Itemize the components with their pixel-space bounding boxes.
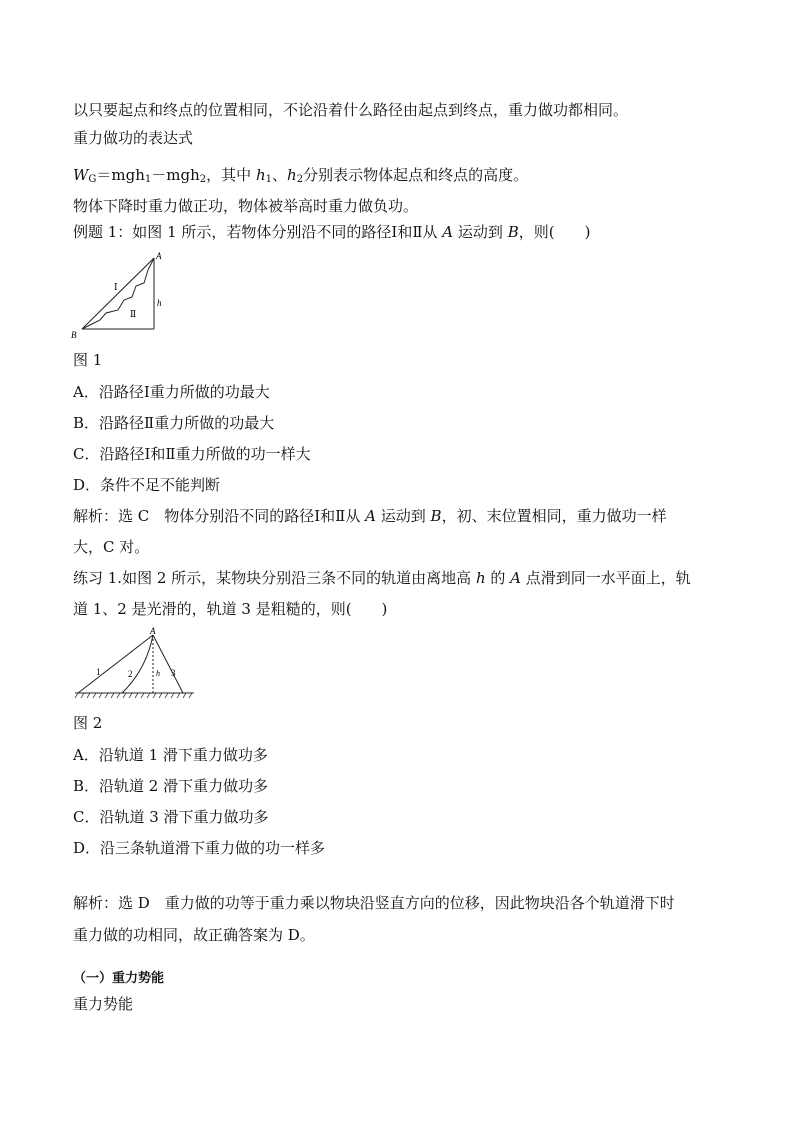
option-a: A．沿轨道 1 滑下重力做功多 — [73, 746, 268, 764]
option-b: B．沿轨道 2 滑下重力做功多 — [73, 777, 269, 795]
text-line: 物体下降时重力做正功，物体被举高时重力做负功。 — [73, 197, 419, 215]
text: 练习 1.如图 2 所示，某物块分别沿三条不同的轨道由离地高 — [73, 569, 476, 587]
label-h: h — [156, 669, 160, 678]
label-I: Ⅰ — [114, 282, 118, 292]
text: ＝mgh — [96, 166, 145, 184]
text-line: 以只要起点和终点的位置相同，不论沿着什么路径由起点到终点，重力做功都相同。 — [73, 101, 629, 119]
option-c: C．沿路径Ⅰ和Ⅱ重力所做的功一样大 — [73, 445, 311, 463]
text: 运动到 — [453, 223, 508, 241]
practice-question — [73, 568, 691, 588]
formula-line — [73, 165, 528, 185]
label-B: B — [71, 330, 77, 340]
subscript: 2 — [296, 174, 304, 185]
example-question — [73, 222, 590, 242]
option-d: D．沿三条轨道滑下重力做的功一样多 — [73, 839, 326, 857]
subscript: 1 — [144, 174, 152, 185]
text: 解析：选 C 物体分别沿不同的路径Ⅰ和Ⅱ从 — [73, 507, 366, 525]
path-I — [82, 258, 154, 329]
option-d: D．条件不足不能判断 — [73, 476, 221, 494]
text-line: 重力做功的表达式 — [73, 129, 194, 147]
subscript: 2 — [199, 174, 207, 185]
figure-caption: 图 2 — [73, 714, 103, 732]
point-A: A — [442, 223, 454, 241]
label-3: 3 — [171, 668, 176, 678]
label-II: Ⅱ — [130, 309, 137, 319]
text: 的 — [485, 569, 511, 587]
point-A: A — [510, 569, 521, 587]
point-B: B — [507, 223, 519, 241]
solution-line: 解析：选 D 重力做的功等于重力乘以物块沿竖直方向的位移，因此物块沿各个轨道滑下时 — [73, 894, 675, 912]
figure-1 — [66, 250, 176, 340]
option-c: C．沿轨道 3 滑下重力做功多 — [73, 808, 269, 826]
section-heading: （一）重力势能 — [73, 971, 165, 986]
text: ，则( ) — [518, 223, 591, 241]
text: －mgh — [151, 166, 200, 184]
option-b: B．沿路径Ⅱ重力所做的功最大 — [73, 414, 275, 432]
track-2 — [122, 635, 153, 693]
text: 点滑到同一水平面上，轨 — [521, 569, 691, 587]
label-1: 1 — [96, 667, 101, 677]
ground-hatch — [75, 693, 192, 698]
label-h: h — [157, 298, 162, 308]
text: 例题 1：如图 1 所示，若物体分别沿不同的路径Ⅰ和Ⅱ从 — [73, 223, 443, 241]
label-A: A — [156, 251, 162, 261]
symbol-h: h — [255, 166, 266, 184]
solution-line: 重力做的功相同，故正确答案为 D。 — [73, 926, 315, 944]
figure-caption: 图 1 — [73, 351, 103, 369]
symbol-W: W — [73, 166, 89, 184]
subscript: 1 — [265, 174, 272, 185]
solution-line: 大，C 对。 — [73, 538, 150, 556]
text: 运动到 — [375, 507, 431, 525]
symbol-h: h — [287, 166, 297, 184]
practice-question: 道 1、2 是光滑的，轨道 3 是粗糙的，则( ) — [73, 600, 388, 618]
track-3 — [153, 635, 183, 693]
label-2: 2 — [128, 669, 133, 679]
track-1 — [78, 635, 153, 693]
subscript: G — [88, 174, 97, 185]
option-a: A．沿路径Ⅰ重力所做的功最大 — [73, 383, 270, 401]
label-A: A — [150, 626, 156, 636]
figure-2 — [70, 626, 200, 702]
symbol-h: h — [475, 569, 486, 587]
point-B: B — [430, 507, 442, 525]
solution-line — [73, 506, 667, 526]
point-A: A — [365, 507, 376, 525]
text: ，初、末位置相同，重力做功一样 — [441, 507, 667, 525]
text: 、 — [272, 166, 288, 184]
text: ，其中 — [206, 166, 256, 184]
text: 分别表示物体起点和终点的高度。 — [303, 166, 529, 184]
text-line: 重力势能 — [73, 995, 134, 1013]
